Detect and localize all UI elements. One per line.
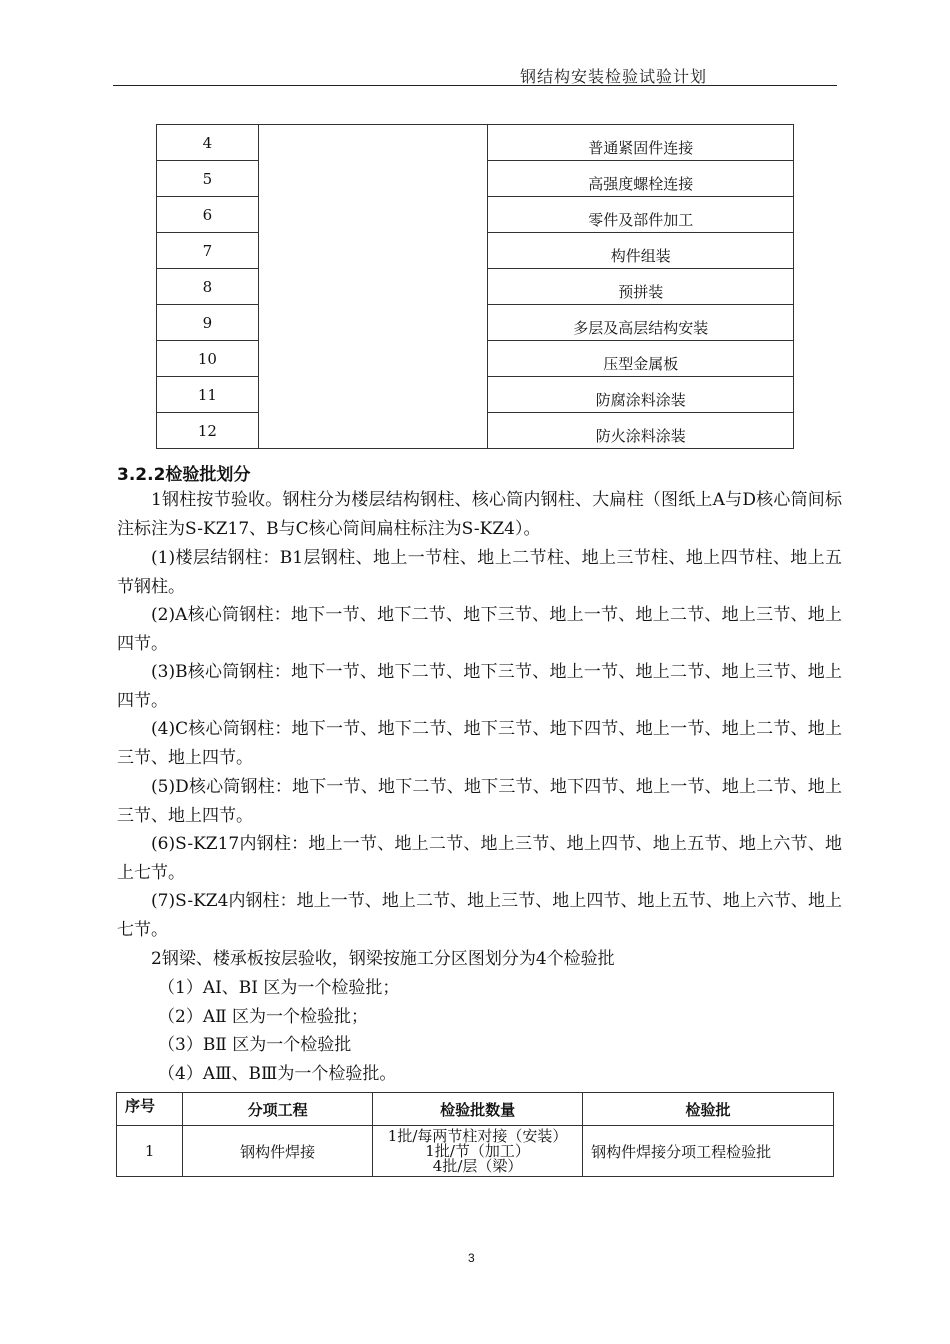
section-heading: 3.2.2检验批划分 bbox=[117, 465, 251, 485]
header-rule bbox=[113, 85, 837, 86]
header-item: 分项工程 bbox=[183, 1093, 373, 1126]
row-item-name: 预拼装 bbox=[488, 269, 794, 305]
row-item-name: 普通紧固件连接 bbox=[488, 125, 794, 161]
list-item: (6)S-KZ17内钢柱：地上一节、地上二节、地上三节、地上四节、地上五节、地上六节、地上七节。 bbox=[117, 834, 842, 883]
inspection-batch-table bbox=[116, 1092, 834, 1177]
row-item-name: 防火涂料涂装 bbox=[488, 413, 794, 449]
list-item: (1)楼层结钢柱：B1层钢柱、地上一节柱、地上二节柱、地上三节柱、地上四节柱、地上五节钢柱。 bbox=[117, 548, 842, 597]
page-header-title: 钢结构安装检验试验计划 bbox=[520, 67, 708, 86]
inspection-items-table bbox=[156, 124, 794, 449]
row-item-name: 零件及部件加工 bbox=[488, 197, 794, 233]
list-item: (5)D核心筒钢柱：地下一节、地下二节、地下三节、地下四节、地上一节、地上二节、地上三节、地上四节。 bbox=[117, 777, 842, 826]
row-number: 11 bbox=[157, 377, 259, 413]
row-number: 5 bbox=[157, 161, 259, 197]
row-item-name: 构件组装 bbox=[488, 233, 794, 269]
row-item: 钢构件焊接 bbox=[183, 1126, 373, 1177]
list-item: (3)B核心筒钢柱：地下一节、地下二节、地下三节、地上一节、地上二节、地上三节、地上四节。 bbox=[117, 662, 842, 711]
list-item: (7)S-KZ4内钢柱：地上一节、地上二节、地上三节、地上四节、地上五节、地上六节、地上七节。 bbox=[117, 891, 842, 940]
row-serial: 1 bbox=[117, 1126, 183, 1177]
row-number: 6 bbox=[157, 197, 259, 233]
list-item: (2)A核心筒钢柱：地下一节、地下二节、地下三节、地上一节、地上二节、地上三节、地上四节。 bbox=[117, 605, 842, 654]
list-item: （2）AⅡ 区为一个检验批； bbox=[158, 1007, 369, 1027]
list-item: （3）BⅡ 区为一个检验批 bbox=[158, 1035, 352, 1055]
row-number: 12 bbox=[157, 413, 259, 449]
table-row bbox=[157, 125, 794, 161]
paragraph-columns: 1钢柱按节验收。钢柱分为楼层结构钢柱、核心筒内钢柱、大扁柱（图纸上A与D核心筒间标注标注为S-KZ17、B与C核心筒间扁柱标注为S-KZ4）。 bbox=[117, 490, 842, 539]
row-number: 10 bbox=[157, 341, 259, 377]
page-number: 3 bbox=[468, 1251, 475, 1265]
header-batch: 检验批 bbox=[583, 1093, 834, 1126]
row-item-name: 多层及高层结构安装 bbox=[488, 305, 794, 341]
row-number: 7 bbox=[157, 233, 259, 269]
row-item-name: 高强度螺栓连接 bbox=[488, 161, 794, 197]
blank-column bbox=[258, 125, 488, 449]
row-number: 4 bbox=[157, 125, 259, 161]
row-number: 8 bbox=[157, 269, 259, 305]
row-number: 9 bbox=[157, 305, 259, 341]
paragraph-beams: 2钢梁、楼承板按层验收，钢梁按施工分区图划分为4个检验批 bbox=[151, 949, 615, 969]
row-batch: 钢构件焊接分项工程检验批 bbox=[583, 1126, 834, 1177]
quantity-line: 1批/节（加工） bbox=[425, 1141, 530, 1160]
list-item: (4)C核心筒钢柱：地下一节、地下二节、地下三节、地下四节、地上一节、地上二节、地上三节、地上四节。 bbox=[117, 719, 842, 768]
table-row bbox=[117, 1126, 834, 1177]
row-item-name: 压型金属板 bbox=[488, 341, 794, 377]
quantity-line: 1批/每两节柱对接（安装） bbox=[387, 1126, 568, 1145]
row-item-name: 防腐涂料涂装 bbox=[488, 377, 794, 413]
table-header-row bbox=[117, 1093, 834, 1126]
row-quantity bbox=[373, 1126, 583, 1177]
list-item: （4）AⅢ、BⅢ为一个检验批。 bbox=[158, 1064, 397, 1084]
header-quantity: 检验批数量 bbox=[373, 1093, 583, 1126]
list-item: （1）AⅠ、BⅠ 区为一个检验批； bbox=[158, 978, 400, 998]
quantity-line: 4批/层（梁） bbox=[432, 1156, 523, 1175]
header-serial: 序号 bbox=[117, 1093, 183, 1126]
